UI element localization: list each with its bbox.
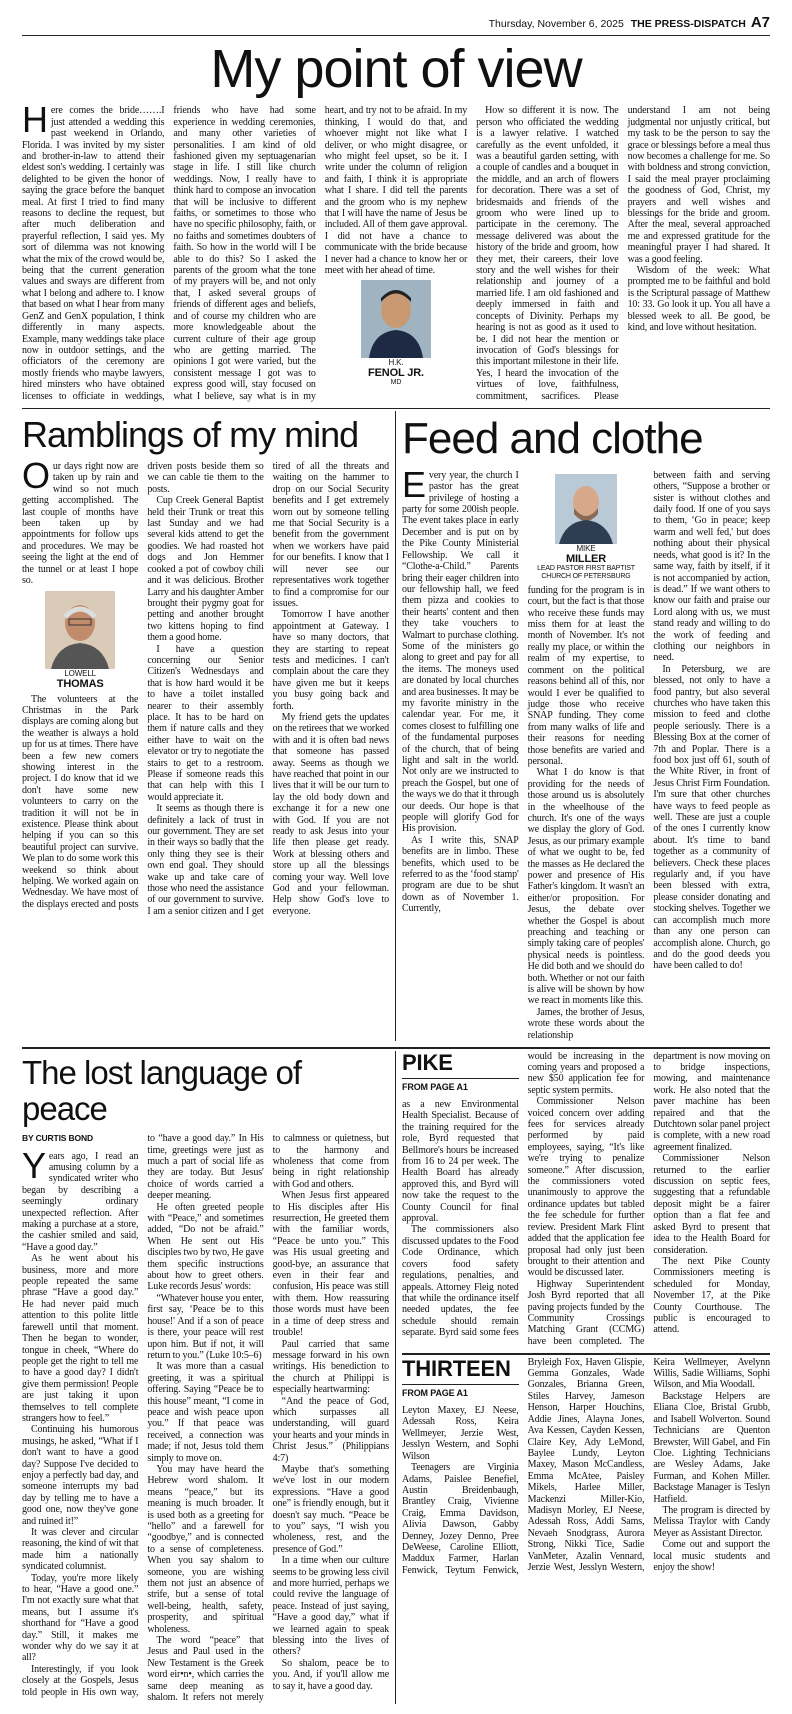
divider	[22, 408, 770, 410]
author-role: LEAD PASTOR FIRST BAPTIST CHURCH OF PETERSBURG	[537, 564, 635, 580]
issue-date: Thursday, November 6, 2025	[488, 18, 624, 30]
article-feed-and-clothe	[396, 411, 770, 1041]
author-photo	[22, 591, 138, 690]
paragraph: How so different it is now. The person who officiated the wedding is a lawyer relative. I watched carefully as the event unfolded, it was a beautiful garden setting, with a couple of candles and a bouquet in the middle, and an arch of flowers for decoration. There was a set of bridesmaids and friends of the groom who were lined up to participate in the ceremony. The message delivered was about the history of the bride and groom, how they met, their careers, their love story and the well wishes for their relationship and journey of a married life. I am old fashioned and deeply immersed in faith and concepts of Divinity. Perhaps my hearing is not as good as it used to be. I did not hear the mention or invocation of God's blessings for this important milestone in their life. Yes, I heard the invocation of the virtues of love, faithfulness, commitment, sacrifices. Please understand I am not being judgmental nor unjustly critical, but my task to be the person to say the grace or blessings before a meal thus now becomes a challenge for me. So with boldness and strong conviction, I said the meal prayer proclaiming the goodness of God, Christ, my prayers and well wishes and blessings for the bride and groom. After the meal, several approached me and expressed gratitude for the meaningful prayer I had shared. It was a good feeling.	[476, 105, 770, 402]
divider	[22, 1047, 770, 1049]
article-title: Feed and clothe	[402, 414, 703, 464]
portrait-image	[361, 280, 431, 358]
paragraph: Cup Creek General Baptist held their Trunk or treat this last Sunday and we had several kids attend to get the goodies. We had roasted hot dogs and Jon Hemmer cooked a pot of cowboy chili and it was delicious. Brother Larry and his daughter Amber brought their pygmy goat for petting and another brought two kittens hoping to find them a good home.	[147, 495, 264, 644]
divider	[402, 1353, 770, 1355]
paragraph: The volunteers at the Christmas in the Park displays are coming along but the weather is always a hold up for us at times. There have been a few new comers showing interest in the project. I do know that id we don't have some new volunteers to carry on the tradition it will not be in existence. Please think about helping if you can so this beautiful project can survive. We plan to do some work this weekend so think about helping. We worked again on Wednesday. We have most of the displays erected and posts driven posts beside them so we can cable tie them to the posts.	[22, 461, 264, 910]
paragraph: Teenagers are Virginia Adams, Paislee Benefiel, Austin Breidenbaugh, Brantley Craig, Vivienne Craig, Emma Davidson, Alivia Dawson, Gabby Denney, Jozey Denno, Pree DeWeese, Caroline Elliott, Maddux Farmer, Harlan Fenwick, Teytum Fenwick, Bryleigh Fox, Haven Glispie, Gemma Gonzales, Wade Gonzales, Brianna Green, Stiles Harvey, Jameson Henson, Harper Houchins, Addie Jines, Alayna Jones, Ava Kessen, Cayden Kessen, Claire Key, Ady LeMond, Baylee Lundy, Leyton Maxey, Mason McCandless, Emma McAtee, Paisley Mikels, Harlee Miller, Mackenzi Miller-Kio, Madisyn Morley, EJ Neese, Adessah Ross, Addi Sams, Nevaeh Snodgrass, Aurora Strong, Nikki Tice, Sadie VanMeter, Azalin Vennard, Jerzie West, Jesslyn Western, Keira Wellmeyer, Avelynn Willis, Sadie Williams, Sophi Wilson, and Mia Woodall.	[402, 1356, 770, 1576]
paragraph: Interestingly, if you look closely at the Gospels, Jesus told people in His own way, to “have a good day.” In His time, greetings were just as much a part of social life as they are today. But Jesus' choice of words carried a deeper meaning.	[22, 1133, 264, 1698]
paragraph: Today, you're more likely to hear, “Have a good one.” I'm not exactly sure what that means, but I assume it's shorthand for “Have a good day.” Still, it makes me wonder why do we say it at all?	[22, 1572, 139, 1664]
byline: BY CURTIS BOND	[22, 1133, 93, 1144]
author-credential: MD	[390, 379, 402, 387]
author-first-name: MIKE	[576, 543, 596, 553]
paragraph: Commissioner Nelson voiced concern over adding fees for services already performed by paid employees, saying, “It's like we're trying to penalize someone.” After discussion, the commissioners voted unanimously to approve the ordinance updates but tabled the fee schedule for further review. President Mark Flint added that the application fee proposal had only just been brought to their attention and would be discussed later.	[527, 1096, 645, 1279]
paragraph: Maybe that's something we've lost in our modern expressions. “Have a good one” is friendly enough, but it doesn't say much. “Peace be to you” says, “I wish you wholeness, rest, and the presence of God.”	[272, 1463, 389, 1555]
article-body	[402, 463, 771, 1041]
jump-source	[402, 1388, 519, 1399]
paragraph: The program is directed by Melissa Traylor with Candy Meyer as Assistant Director.	[653, 1504, 770, 1539]
text-column	[653, 470, 770, 1041]
from-label: FROM	[402, 1081, 428, 1092]
paragraph: It was clever and circular reasoning, the kind of wit that made him a nationally syndicated columnist.	[22, 1527, 139, 1573]
section-row	[22, 1051, 770, 1704]
paragraph: Years ago, I read an amusing column by a syndicated writer who began by describing a seemingly ordinary unexpected reflection. After making a purchase at a store, the cashier smiled and said, “Have a good day.”	[22, 1144, 139, 1253]
paragraph: The commissioners also discussed updates to the Food Code Ordinance, which covers food safety regulations, penalties, and appeals. Attorney Fleig noted that while the ordinance itself needed updates, the fee schedule should remain separate. Byrd said some fees would be increasing in the coming years and proposed a new $50 application fee for septic system permits.	[402, 1050, 645, 1339]
paragraph: as a new Environmental Health Specialist. Because of the training required for the role, Byrd requested that Bellmore's hours be increased from 16 to 24 per week. The Health Board has already approved this, and Byrd will now take the request to the County Council for final approval.	[402, 1099, 519, 1225]
jump-heading: PIKE	[402, 1051, 519, 1079]
jump-stories	[396, 1051, 770, 1704]
text-column	[528, 470, 645, 1041]
paragraph: Our days right now are taken up by rain and wind so not much getting accomplished. The last couple of months have been taken up by appointments for follow ups and procedures. We may be seeing the light at the end of the tunnel or at least I hope so.	[22, 455, 139, 587]
from-label: FROM	[402, 1387, 428, 1398]
jump-heading: THIRTEEN	[402, 1357, 519, 1385]
paragraph: It seems as though there is definitely a lack of trust in our government. They are set in their ways so badly that the only thing they see is their own end goal. They should wake up and take care of those who need the assistance of our government to survive. I am a senior citizen and I get tired of all the threats and waiting on the hammer to drop on our Social Security benefits and I get extremely worn out by someone telling me that Social Security is a benefit from the government when we workers have paid for our benefits. I know that I will never see our representatives work together to find a compromise for our issues.	[147, 461, 389, 917]
author-last-name: MILLER	[565, 552, 607, 565]
author-last-name: THOMAS	[56, 677, 104, 690]
jump-source	[402, 1082, 519, 1093]
article-title: Ramblings of my mind	[22, 414, 359, 456]
paragraph: He often greeted people with “Peace,” and sometimes added, “Do not be afraid.” When He sent out His disciples two by two, He gave them specific instructions about how to greet others. Luke records Jesus' words:	[147, 1201, 264, 1293]
paragraph: Backstage Helpers are Eliana Cloe, Bristal Grubb, and Isabell Wolverton. Sound Technicians are Quenton Brewster, Will Gabel, and Fin Cloe. Lighting Technicians are Wesley Adams, Jake Furman, and Kohen Miller. Backstage Manager is Teslyn Hatfield.	[653, 1390, 770, 1505]
article-body	[22, 455, 389, 917]
author-first-name: LOWELL	[64, 668, 96, 678]
paragraph: Here comes the bride…….I just attended a wedding this past weekend in Orlando, Florida. I was invited by my sister and brother-in-law to attend their eldest son's wedding. I certainly was delighted to be given the honor of saying the grace before the banquet meal. At first I tried to find many reasons to decline the request, but after much deliberation and prayerful reflection, I said yes. My sort of dilemma was not knowing what the mix of the crowd would be, being that the current generation values and sways are different from what I belong and adhere to. I know that based on what I hear from many GenZ and GenX population, I think differently in many aspects. Example, many weddings take place now in outdoor settings, and the officiators of the ceremony are mostly friends who maybe lawyers, hired minsters who have obtained licenses to officiate in weddings, friends who have had some experience in wedding ceremonies, and many other varieties of personalities. I am kind of old fashioned given my septuagenarian stage in life. I still like church weddings. Now, I really have to think hard to compose an invocation that will be inclusive to different faiths, or sometimes to those who have no specific philosophy, faith, or no faiths and sometimes doubters of faith. So how in the world will I be able to do this? So I asked the parents of the groom what the tone of my prayers will be, and not only that, I asked several groups of friends of different ages and beliefs, and of course my children who are more knowledgeable about the current culture of their age group who are getting married. The opinions I got were varied, but the consistent message I got was to express good will, stay focused on what I believe, say what is in my heart, and try not to be afraid. In my thinking, I would do that, and whoever might not like what I deliver, or who might disagree, or who might feel upset, so be it. I write under the column of religion and faith, I think it is appropriate what I share. I did tell the parents and the groom who is my nephew that I will have the name of Jesus be included. All of them gave approval. I did not have a chance to communicate with the bride because I never had a chance to know her or meet with her ahead of time.	[22, 99, 468, 402]
jump-story-thirteen	[402, 1357, 770, 1577]
paragraph: The word “peace” that Jesus and Paul used in the New Testament is the Greek word eir•n•, which carries the same deep meaning as shalom. It refers not merely to calmness or quietness, but to the harmony and wholeness that come from being in right relationship with God and others.	[147, 1133, 389, 1704]
paragraph: I have a question concerning our Senior Citizen's Wednesdays and that is how hard would it be to have a toilet installed nearer to their assembly place. It has to be hard on them if nature calls and they either have to wait on the elevator or try to negotiate the stairs to get to a restroom. Please if someone reads this that can help with this I would appreciate it.	[147, 643, 264, 803]
paragraph: What I do know is that providing for the needs of those around us is absolutely in the wheelhouse of the church. It's one of the ways we display the glory of God. Jesus, as our primary example of what we ought to be, fed the masses as He declared the power and presence of His Father's kingdom. It wasn't an either/or proposition. For Jesus, the debate over whether the Gospel is about preaching and teaching or simply taking care of peoples' physical needs is pointless. He did both and we should do both. Whether or not our faith is alive will be shown by how we react in moments like this.	[527, 767, 645, 1007]
from-page: PAGE A1	[430, 1081, 468, 1092]
author-photo	[528, 474, 645, 581]
from-page: PAGE A1	[430, 1387, 468, 1398]
paragraph: In a time when our culture seems to be growing less civil and more hurried, perhaps we could revive the language of peace. Instead of just saying, “Have a good day,” what if we learned again to speak blessing into the lives of others?	[272, 1555, 389, 1658]
paragraph: Continuing his humorous musings, he asked, “What if I don't want to have a good day? Suppose I've decided to enjoy a perfectly bad day, and someone interrupts my bad day by telling me to have a good one, now they've gone and ruined it!”	[22, 1424, 139, 1527]
article-title: My point of view	[210, 39, 582, 99]
author-photo	[325, 280, 467, 387]
paragraph: Come out and support the local music students and enjoy the show!	[653, 1539, 770, 1573]
paragraph: As he went about his business, more and more people repeated the same phrase “Have a good day.” He had never paid much attention to this polite little farewell until that moment. Then he began to wonder, tongue in cheek, “Where do people get the right to tell me to have a good day? I didn't give them permission! People are just taking it upon themselves to tell complete strangers how to feel.”	[22, 1253, 139, 1424]
section-row	[22, 411, 770, 1041]
paragraph: James, the brother of Jesus, wrote these words about the relationship	[527, 1006, 645, 1041]
paragraph: between faith and serving others, “Suppose a brother or sister is without clothes and daily food. If one of you says to them, ‘Go in peace; keep warm and well fed,' but does nothing about their physical needs, what good is it? In the same way, faith by itself, if it is not accompanied by action, is dead.” If we want others to know our faith and praise our Lord along with us, we must stand ready and willing to do the work of feeding and clothing our neighbors in need.	[653, 469, 771, 664]
paragraph: As I write this, SNAP benefits are in limbo. These benefits, which used to be referred to as the ‘food stamp' program are due to be shut down as of November 1. Currently,	[402, 834, 519, 915]
article-body	[22, 99, 770, 402]
portrait-image	[45, 591, 115, 669]
paragraph: “And the peace of God, which surpasses all understanding, will guard your hearts and your minds in Christ Jesus.” (Philippians 4:7)	[272, 1395, 389, 1464]
paragraph: Every year, the church I pastor has the great privilege of hosting a party for some 200ish people. The event takes place in early December and is put on by the Pike County Ministerial Fellowship. We call it “Clothe-a-Child.” Parents bring their eager children into our fellowship hall, we feed them pizza and cookies to their hearts' content and then they take vouchers to Walmart to purchase clothing. Some of the ministers go along to greet and pay for all the items. The moneys used are donated by local churches and area businesses. It may be my favorite ministry in the calendar year. For me, it comes closest to fulfilling one of the fundamental purposes of the church, that of being light and salt in the world. Not only are we instructed to preach the Gospel, but one of the ways we do that it through our deeds. Our hope is that people will glorify God for His provision.	[402, 463, 519, 835]
paragraph: Paul carried that same message forward in his own writings. His benediction to the church at Philippi is especially heartwarming:	[272, 1338, 389, 1396]
paragraph: Leyton Maxey, EJ Neese, Adessah Ross, Keira Wellmeyer, Jerzie West, Jesslyn Western, and Sophi Wilson	[402, 1405, 519, 1462]
paragraph: Tomorrow I have another appointment at Gateway. I have so many doctors, that they are starting to repeat tests and medicines. I can't complain about the care they have given me but it keeps you busy going back and forth.	[272, 609, 389, 712]
publication-name: THE PRESS-DISPATCH	[630, 18, 746, 30]
article-lost-language	[22, 1051, 396, 1704]
paragraph: funding for the program is in court, but the fact is that those who receive these funds may miss them for at least the month of November. It's not really my place, or within the realm of my expertise, to comment on the political reasons behind all of this, nor would I ever be qualified to judge those who receive SNAP funding. They come from many walks of life and their reasons for needing those benefits are varied and personal.	[527, 584, 645, 767]
page-number: A7	[750, 14, 770, 31]
paragraph: You may have heard the Hebrew word shalom. It means “peace,” but its meaning is much broader. It is used both as a greeting for “hello” and a farewell for “goodbye,” and is connected to a sense of completeness. When you say shalom to someone, you are wishing them not just an absence of strife, but a sense of total well-being, health, safety, prosperity, and spiritual wholeness.	[147, 1463, 264, 1635]
page-header	[22, 14, 770, 36]
paragraph: Wisdom of the week: What prompted me to be faithful and bold is the Scriptural passage of Matthew 10: 33. Go look it up. You all have a blessed week to all. Be good, be kind, and love without hesitation.	[627, 265, 770, 334]
paragraph: Commissioner Nelson returned to the earlier discussion on septic fees, suggesting that a refundable deposit might be a fairer option than a flat fee and asked Byrd to present that idea to the Health Board for consideration.	[653, 1153, 770, 1256]
author-name: FENOL JR.	[368, 367, 424, 380]
paragraph: It was more than a casual greeting, it was a spiritual offering. Saying “Peace be to this house” meant, “I come in peace and wish peace upon you.” If that peace was received, a connection was made; if not, Jesus told them simply to move on.	[147, 1361, 264, 1464]
author-initials: H.K.	[388, 358, 404, 368]
jump-story-pike	[402, 1051, 770, 1348]
paragraph: My friend gets the updates on the retirees that we worked with and it is often bad news that someone has passed away. Seems as though we have reached that point in our lives that it will be our turn to lay the old body down and exchange it for a new one with God. If you are not ready to ask Jesus into your life then please get ready. Work at blessing others and store up all the blessings coming your way. Well love God and your fellowman. Help show God's love to everyone.	[272, 711, 389, 917]
portrait-image	[555, 474, 617, 544]
article-title: The lost language of peace	[22, 1053, 302, 1127]
paragraph: When Jesus first appeared to His disciples after His resurrection, He greeted them with the familiar words, “Peace be unto you.” This was His usual greeting and good-bye, an assurance that even in their fear and confusion, His peace was still with them. How reassuring those words must have been in a time of deep stress and trouble!	[272, 1190, 389, 1339]
paragraph: In Petersburg, we are blessed, not only to have a food pantry, but also several churches who have taken this mission to feed and clothe people seriously. There is a Blessing Box at the corner of 7th and Poplar. There is a food box just off 61, south of the White River, in front of Jesus Christ Firm Foundation. I'm sure that other churches have ways to feed people as well. These are just a couple of the ones I currently know about. It's time to band together as a community of believers. Check these places regularly and, if you have been blessed with extra, please consider donating and stocking shelves. Together we can accomplish much more than any one person can accomplish alone. Church, go and do the good deeds you have been called to do!	[653, 663, 771, 972]
paragraph: “Whatever house you enter, first say, ‘Peace be to this house!' And if a son of peace is there, your peace will rest upon him. But if not, it will return to you.” (Luke 10:5–6)	[147, 1292, 264, 1361]
paragraph: So shalom, peace be to you. And, if you'll allow me to say it, have a good day.	[272, 1657, 389, 1692]
text-column	[402, 463, 519, 1041]
paragraph: The next Pike County Commissioners meeting is scheduled for Monday, November 17, at the Pike County Courthouse. The public is encouraged to attend.	[653, 1255, 770, 1336]
article-body	[22, 1133, 389, 1703]
article-ramblings	[22, 411, 396, 1041]
paragraph: Highway Superintendent Josh Byrd reported that all paving projects funded by the Community Crossings Matching Grant (CCMG) have been completed. The department is now moving on to bridge inspections, mowing, and maintenance work. He also noted that the paver machine has been repaired and that the Dutchtown solar panel project is complete, with a new road agreement finalized.	[527, 1050, 770, 1347]
